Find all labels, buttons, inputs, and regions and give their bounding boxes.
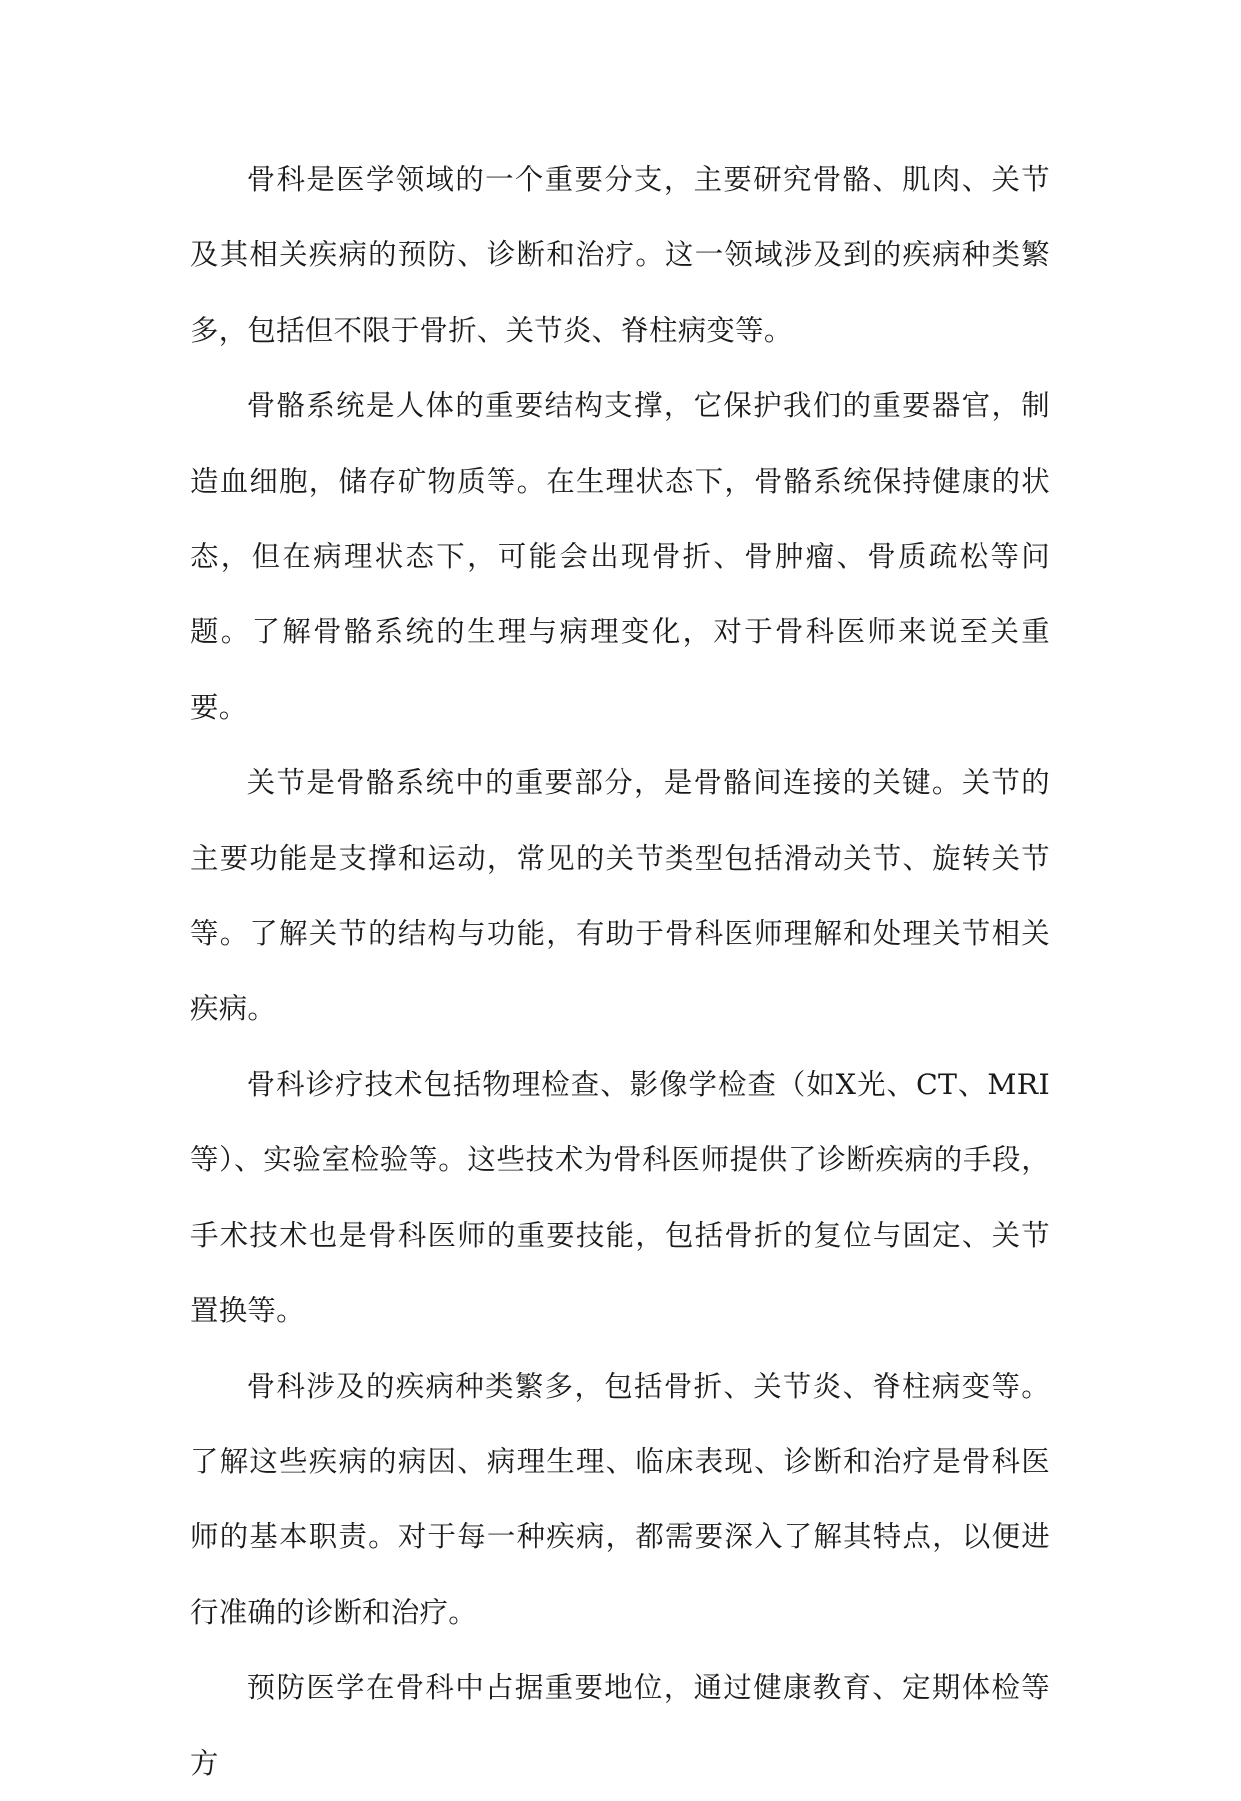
paragraph-diagnostic-techniques: 骨科诊疗技术包括物理检查、影像学检查（如X光、CT、MRI等）、实验室检验等。这些技术为骨科医师提供了诊断疾病的手段，手术技术也是骨科医师的重要技能，包括骨折的复位与固定、关节置换等。 [190,1067,1050,1328]
paragraph-preventive-medicine: 预防医学在骨科中占据重要地位，通过健康教育、定期体检等方 [190,1671,1050,1780]
paragraph-joints: 关节是骨骼系统中的重要部分，是骨骼间连接的关键。关节的主要功能是支撑和运动，常见的关节类型包括滑动关节、旋转关节等。了解关节的结构与功能，有助于骨科医师理解和处理关节相关疾病。 [190,766,1050,1026]
document-body [190,142,1050,1801]
paragraph-diseases: 骨科涉及的疾病种类繁多，包括骨折、关节炎、脊柱病变等。了解这些疾病的病因、病理生理、临床表现、诊断和治疗是骨科医师的基本职责。对于每一种疾病，都需要深入了解其特点，以便进行准确的诊断和治疗。 [190,1369,1050,1629]
paragraph-skeletal-system: 骨骼系统是人体的重要结构支撑，它保护我们的重要器官，制造血细胞，储存矿物质等。在生理状态下，骨骼系统保持健康的状态，但在病理状态下，可能会出现骨折、骨肿瘤、骨质疏松等问题。了解骨骼系统的生理与病理变化，对于骨科医师来说至关重要。 [190,389,1050,724]
paragraph-orthopedics-intro: 骨科是医学领域的一个重要分支，主要研究骨骼、肌肉、关节及其相关疾病的预防、诊断和治疗。这一领域涉及到的疾病种类繁多，包括但不限于骨折、关节炎、脊柱病变等。 [190,163,1050,347]
